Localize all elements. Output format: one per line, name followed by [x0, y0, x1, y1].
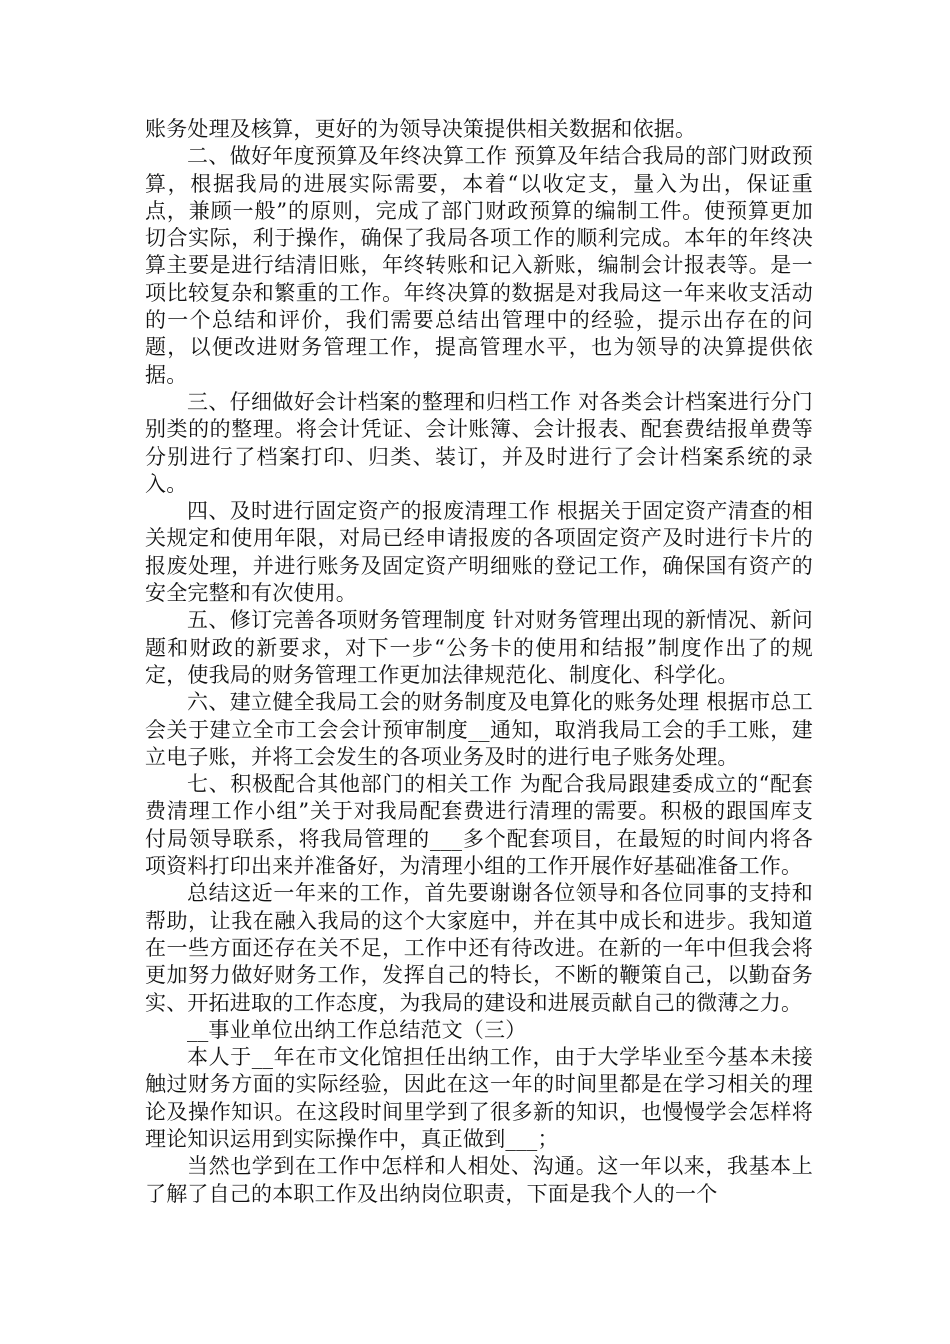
- paragraph-archives: 三、仔细做好会计档案的整理和归档工作 对各类会计档案进行分门别类的的整理。将会计凭证、会计账簿、会计报表、配套费结报单费等分别进行了档案打印、归类、装订，并及时进行了会计档案系统的录入。: [145, 389, 813, 496]
- paragraph-cooperation: 七、积极配合其他部门的相关工作 为配合我局跟建委成立的“配套费清理工作小组”关于对我局配套费进行清理的需要。积极的跟国库支付局领导联系，将我局管理的___多个配套项目，在最短的时间内将各项资料打印出来并准备好，为清理小组的工作开展作好基础准备工作。: [145, 772, 813, 879]
- document-body: [145, 116, 813, 1208]
- paragraph-budget: 二、做好年度预算及年终决算工作 预算及年结合我局的部门财政预算，根据我局的进展实际需要，本着“以收定支，量入为出，保证重点，兼顾一般”的原则，完成了部门财政预算的编制工件。使预算更加切合实际，利于操作，确保了我局各项工作的顺利完成。本年的年终决算主要是进行结清旧账，年终转账和记入新账，编制会计报表等。是一项比较复杂和繁重的工作。年终决算的数据是对我局这一年来收支活动的一个总结和评价，我们需要总结出管理中的经验，提示出存在的问题，以便改进财务管理工作，提高管理水平，也为领导的决算提供依据。: [145, 144, 813, 387]
- paragraph-union-finance: 六、建立健全我局工会的财务制度及电算化的账务处理 根据市总工会关于建立全市工会会计预审制度__通知，取消我局工会的手工账，建立电子账，并将工会发生的各项业务及时的进行电子账务处理。: [145, 690, 813, 769]
- paragraph-intro-cashier: 本人于__年在市文化馆担任出纳工作，由于大学毕业至今基本未接触过财务方面的实际经验，因此在这一年的时间里都是在学习相关的理论及操作知识。在这段时间里学到了很多新的知识，也慢慢学会怎样将理论知识运用到实际操作中，真正做到___；: [145, 1045, 813, 1151]
- paragraph-communication: 当然也学到在工作中怎样和人相处、沟通。这一年以来，我基本上了解了自己的本职工作及出纳岗位职责，下面是我个人的一个: [145, 1154, 813, 1206]
- paragraph-regulations: 五、修订完善各项财务管理制度 针对财务管理出现的新情况、新问题和财政的新要求，对下一步“公务卡的使用和结报”制度作出了的规定，使我局的财务管理工作更加法律规范化、制度化、科学化。: [145, 608, 813, 687]
- section-heading: __事业单位出纳工作总结范文（三）: [187, 1017, 527, 1042]
- paragraph-fixed-assets: 四、及时进行固定资产的报废清理工作 根据关于固定资产清查的相关规定和使用年限，对局已经申请报废的各项固定资产及时进行卡片的报废处理，并进行账务及固定资产明细账的登记工作，确保国有资产的安全完整和有次使用。: [145, 499, 813, 606]
- paragraph-summary: 总结这近一年来的工作，首先要谢谢各位领导和各位同事的支持和帮助，让我在融入我局的这个大家庭中，并在其中成长和进步。我知道在一些方面还存在关不足，工作中还有待改进。在新的一年中但我会将更加努力做好财务工作，发挥自己的特长，不断的鞭策自己，以勤奋务实、开拓进取的工作态度，为我局的建设和进展贡献自己的微薄之力。: [145, 881, 813, 1015]
- paragraph-continuation: 账务处理及核算，更好的为领导决策提供相关数据和依据。: [145, 117, 697, 141]
